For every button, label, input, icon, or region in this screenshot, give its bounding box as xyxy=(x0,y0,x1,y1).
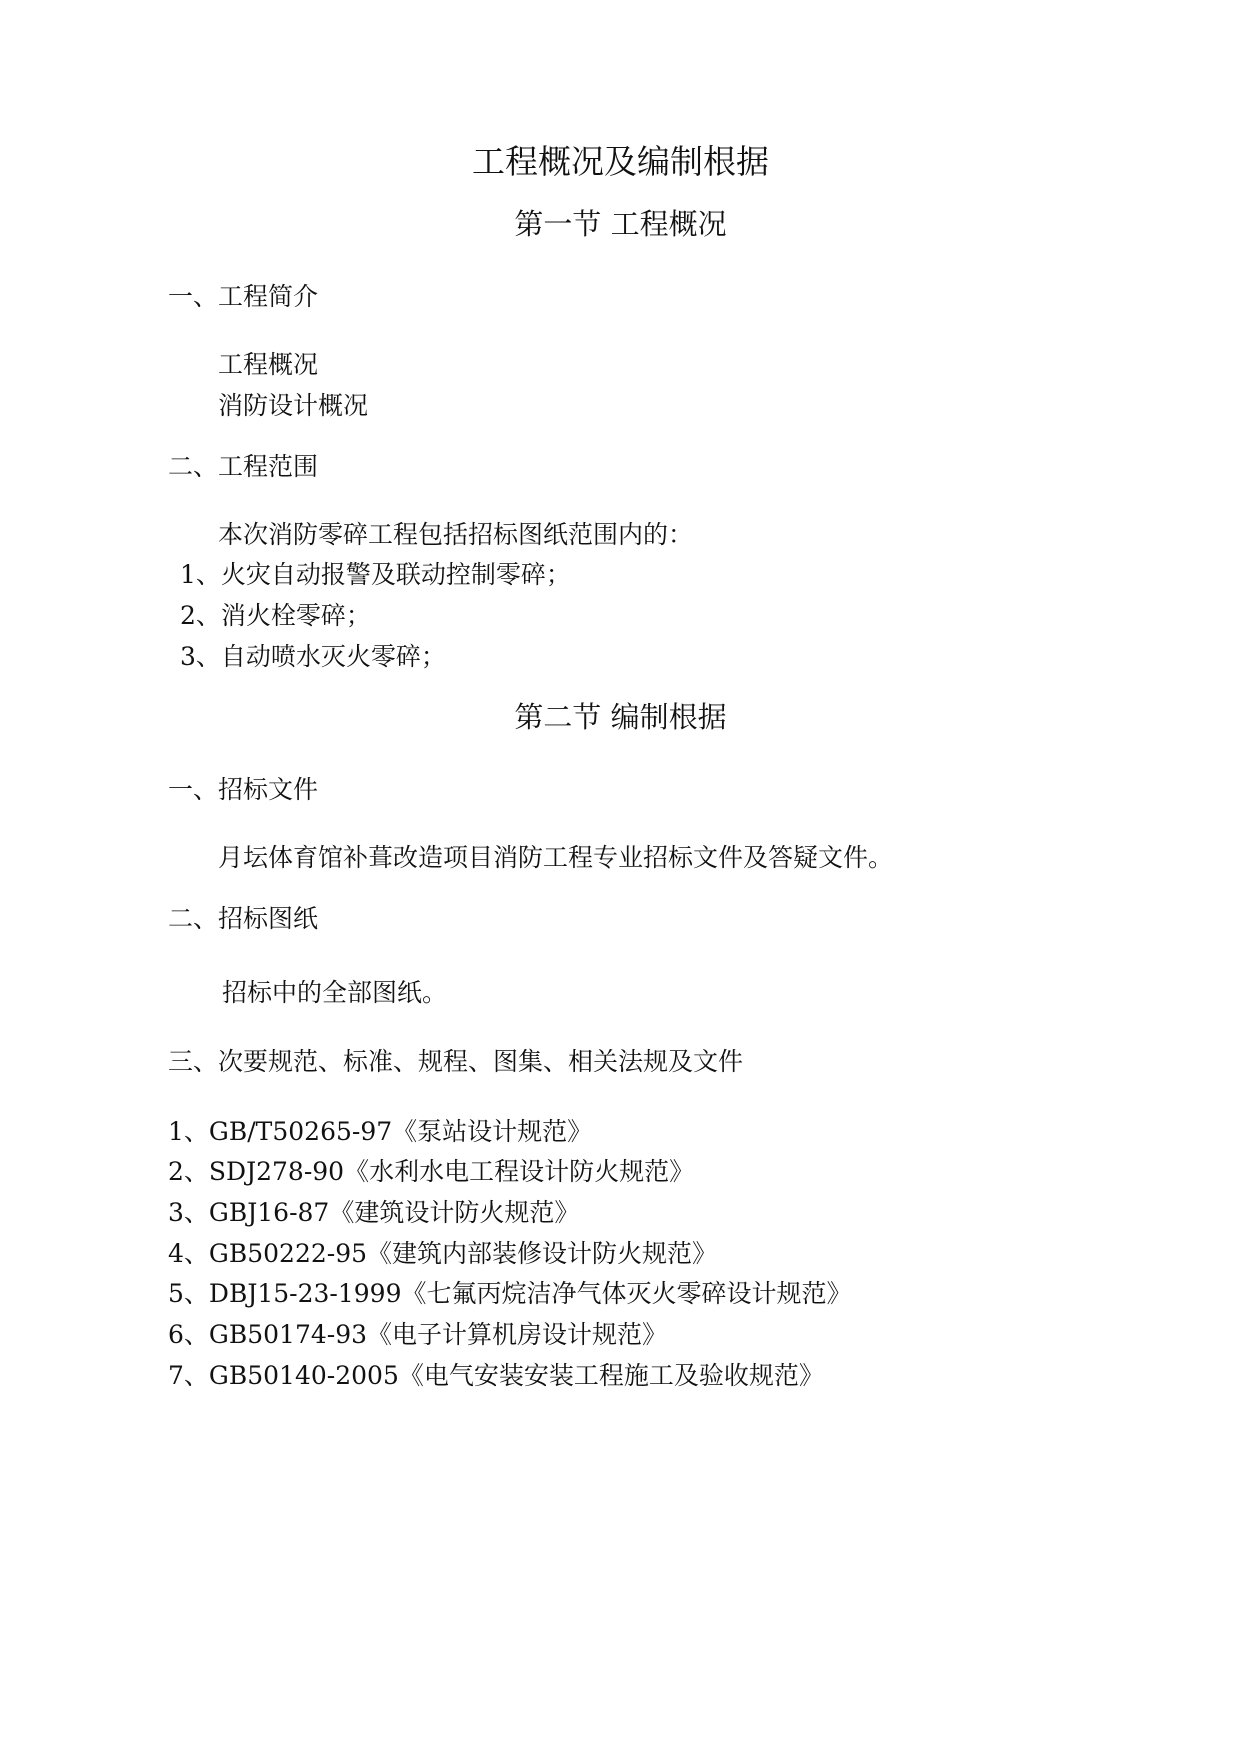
subsection-heading: 一、工程简介 xyxy=(168,282,319,311)
subsection-heading: 二、招标图纸 xyxy=(168,904,319,933)
section-heading: 第一节 工程概况 xyxy=(514,207,727,241)
list-item: 7、GB50140-2005《电气安装安装工程施工及验收规范》 xyxy=(168,1361,824,1390)
list-item: 2、消火栓零碎； xyxy=(180,601,371,630)
paragraph: 月坛体育馆补葺改造项目消防工程专业招标文件及答疑文件。 xyxy=(218,843,894,872)
section-heading: 第二节 编制根据 xyxy=(514,700,727,734)
subsection-heading: 一、招标文件 xyxy=(168,775,319,804)
list-item: 1、GB/T50265-97《泵站设计规范》 xyxy=(168,1117,593,1146)
document-title: 工程概况及编制根据 xyxy=(472,142,769,181)
list-item: 1、火灾自动报警及联动控制零碎； xyxy=(180,560,571,589)
list-item: 5、DBJ15-23-1999《七氟丙烷洁净气体灭火零碎设计规范》 xyxy=(168,1279,852,1308)
list-item: 6、GB50174-93《电子计算机房设计规范》 xyxy=(168,1320,668,1349)
list-item: 3、GBJ16-87《建筑设计防火规范》 xyxy=(168,1198,580,1227)
list-item: 2、SDJ278-90《水利水电工程设计防火规范》 xyxy=(168,1157,695,1186)
subsection-heading: 二、工程范围 xyxy=(168,452,319,481)
list-item: 4、GB50222-95《建筑内部装修设计防火规范》 xyxy=(168,1239,718,1268)
paragraph: 招标中的全部图纸。 xyxy=(222,978,448,1007)
subsection-heading: 三、次要规范、标准、规程、图集、相关法规及文件 xyxy=(168,1047,744,1076)
list-item: 3、自动喷水灭火零碎； xyxy=(180,642,446,671)
paragraph: 消防设计概况 xyxy=(218,391,369,420)
paragraph: 工程概况 xyxy=(218,350,319,379)
paragraph: 本次消防零碎工程包括招标图纸范围内的： xyxy=(218,520,694,549)
